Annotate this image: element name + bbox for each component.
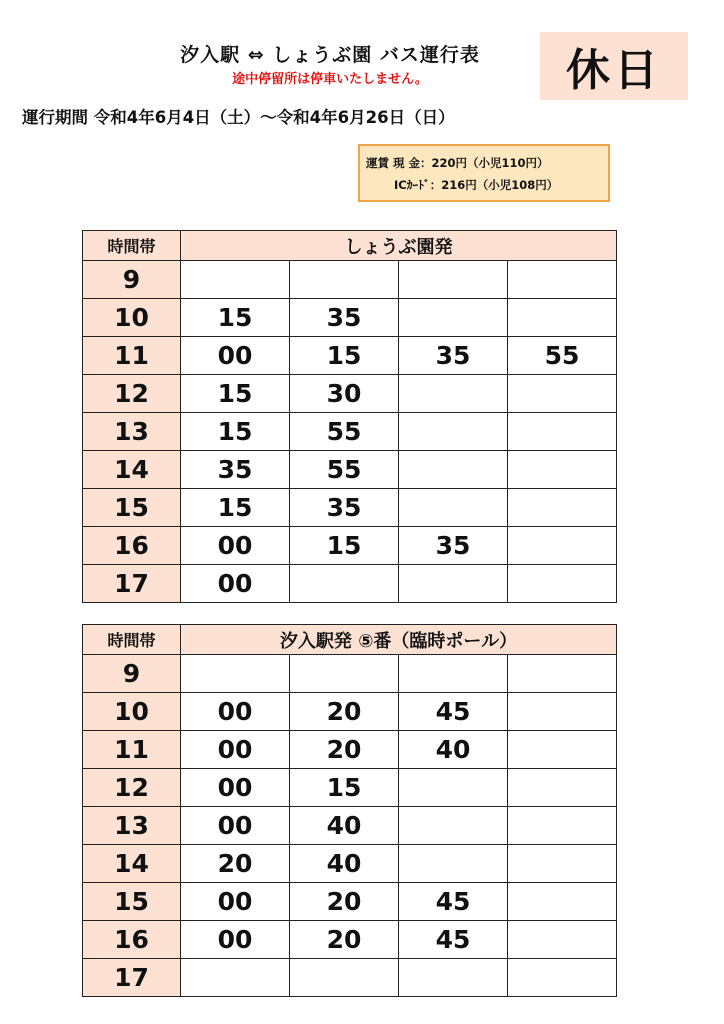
hour-cell: 15 xyxy=(83,883,181,921)
table-row xyxy=(83,489,617,527)
minute-cell xyxy=(399,959,508,997)
table-row xyxy=(83,959,617,997)
table-row xyxy=(83,731,617,769)
minute-cell xyxy=(399,375,508,413)
table-row xyxy=(83,337,617,375)
minute-cell: 45 xyxy=(399,693,508,731)
minute-cell xyxy=(399,489,508,527)
minute-cell: 45 xyxy=(399,921,508,959)
minute-cell xyxy=(181,959,290,997)
minute-cell: 55 xyxy=(290,413,399,451)
minute-cell xyxy=(508,565,617,603)
minute-cell xyxy=(290,959,399,997)
minute-cell: 35 xyxy=(399,527,508,565)
hour-cell: 13 xyxy=(83,413,181,451)
timetable-shobuen xyxy=(82,230,617,603)
fare-box xyxy=(358,144,610,202)
table-row xyxy=(83,413,617,451)
minute-cell xyxy=(508,769,617,807)
minute-cell: 15 xyxy=(290,527,399,565)
minute-cell: 40 xyxy=(399,731,508,769)
minute-cell: 45 xyxy=(399,883,508,921)
hour-cell: 14 xyxy=(83,451,181,489)
table-row xyxy=(83,807,617,845)
hour-cell: 14 xyxy=(83,845,181,883)
minute-cell: 20 xyxy=(181,845,290,883)
minute-cell: 00 xyxy=(181,337,290,375)
hour-cell: 9 xyxy=(83,655,181,693)
fare-cash: 運賃 現 金：220円（小児110円） xyxy=(366,156,549,170)
minute-cell xyxy=(508,655,617,693)
minute-cell xyxy=(508,451,617,489)
table-row xyxy=(83,769,617,807)
minute-cell xyxy=(399,299,508,337)
minute-cell: 00 xyxy=(181,565,290,603)
minute-cell: 15 xyxy=(181,375,290,413)
minute-cell: 15 xyxy=(290,337,399,375)
minute-cell xyxy=(399,261,508,299)
timetable-shioiri xyxy=(82,624,617,997)
minute-cell: 55 xyxy=(290,451,399,489)
table-row xyxy=(83,565,617,603)
hour-cell: 11 xyxy=(83,731,181,769)
hour-cell: 15 xyxy=(83,489,181,527)
minute-cell: 35 xyxy=(181,451,290,489)
table-row xyxy=(83,299,617,337)
hour-cell: 9 xyxy=(83,261,181,299)
hour-cell: 13 xyxy=(83,807,181,845)
hour-cell: 16 xyxy=(83,921,181,959)
minute-cell: 15 xyxy=(181,489,290,527)
minute-cell: 20 xyxy=(290,921,399,959)
minute-cell xyxy=(290,261,399,299)
table-row xyxy=(83,655,617,693)
minute-cell: 00 xyxy=(181,769,290,807)
minute-cell xyxy=(508,959,617,997)
minute-cell: 55 xyxy=(508,337,617,375)
minute-cell: 35 xyxy=(290,299,399,337)
table-row xyxy=(83,845,617,883)
minute-cell: 15 xyxy=(181,413,290,451)
minute-cell xyxy=(508,921,617,959)
table-header-row xyxy=(83,625,617,655)
minute-cell xyxy=(508,845,617,883)
minute-cell: 00 xyxy=(181,883,290,921)
table-header-row xyxy=(83,231,617,261)
hour-cell: 17 xyxy=(83,959,181,997)
minute-cell xyxy=(508,299,617,337)
minute-cell: 35 xyxy=(290,489,399,527)
minute-cell: 15 xyxy=(290,769,399,807)
table-row xyxy=(83,883,617,921)
minute-cell xyxy=(399,451,508,489)
minute-cell xyxy=(508,807,617,845)
minute-cell xyxy=(508,261,617,299)
departure-title: 汐入駅発 ⑤番（臨時ポール） xyxy=(181,625,617,655)
notice-text: 途中停留所は停車いたしません。 xyxy=(232,72,428,87)
minute-cell xyxy=(399,769,508,807)
minute-cell xyxy=(508,693,617,731)
minute-cell: 40 xyxy=(290,807,399,845)
minute-cell xyxy=(399,845,508,883)
minute-cell: 35 xyxy=(399,337,508,375)
minute-cell: 00 xyxy=(181,731,290,769)
table-row xyxy=(83,375,617,413)
minute-cell xyxy=(508,413,617,451)
minute-cell: 00 xyxy=(181,807,290,845)
minute-cell xyxy=(508,731,617,769)
hour-cell: 16 xyxy=(83,527,181,565)
minute-cell: 30 xyxy=(290,375,399,413)
minute-cell xyxy=(508,883,617,921)
table-row xyxy=(83,921,617,959)
minute-cell: 20 xyxy=(290,693,399,731)
hour-cell: 17 xyxy=(83,565,181,603)
holiday-badge: 休日 xyxy=(540,32,688,100)
minute-cell: 00 xyxy=(181,921,290,959)
hour-cell: 12 xyxy=(83,375,181,413)
hour-cell: 10 xyxy=(83,693,181,731)
departure-title: しょうぶ園発 xyxy=(181,231,617,261)
minute-cell xyxy=(508,375,617,413)
minute-cell: 00 xyxy=(181,527,290,565)
minute-cell: 00 xyxy=(181,693,290,731)
minute-cell xyxy=(399,807,508,845)
minute-cell xyxy=(290,565,399,603)
minute-cell: 20 xyxy=(290,731,399,769)
minute-cell xyxy=(508,489,617,527)
minute-cell: 15 xyxy=(181,299,290,337)
minute-cell xyxy=(508,527,617,565)
table-row xyxy=(83,451,617,489)
minute-cell xyxy=(399,413,508,451)
table-row xyxy=(83,261,617,299)
hour-cell: 12 xyxy=(83,769,181,807)
minute-cell xyxy=(290,655,399,693)
minute-cell: 40 xyxy=(290,845,399,883)
table-row xyxy=(83,527,617,565)
hour-cell: 11 xyxy=(83,337,181,375)
minute-cell xyxy=(181,261,290,299)
time-slot-header: 時間帯 xyxy=(83,231,181,261)
minute-cell: 20 xyxy=(290,883,399,921)
minute-cell xyxy=(399,655,508,693)
time-slot-header: 時間帯 xyxy=(83,625,181,655)
fare-ic: ICｶｰﾄﾞ：216円（小児108円） xyxy=(394,178,559,192)
page-title: 汐入駅 ⇔ しょうぶ園 バス運行表 xyxy=(180,44,480,66)
minute-cell xyxy=(181,655,290,693)
hour-cell: 10 xyxy=(83,299,181,337)
operation-period: 運行期間 令和4年6月4日（土）～令和4年6月26日（日） xyxy=(22,108,455,127)
table-row xyxy=(83,693,617,731)
minute-cell xyxy=(399,565,508,603)
